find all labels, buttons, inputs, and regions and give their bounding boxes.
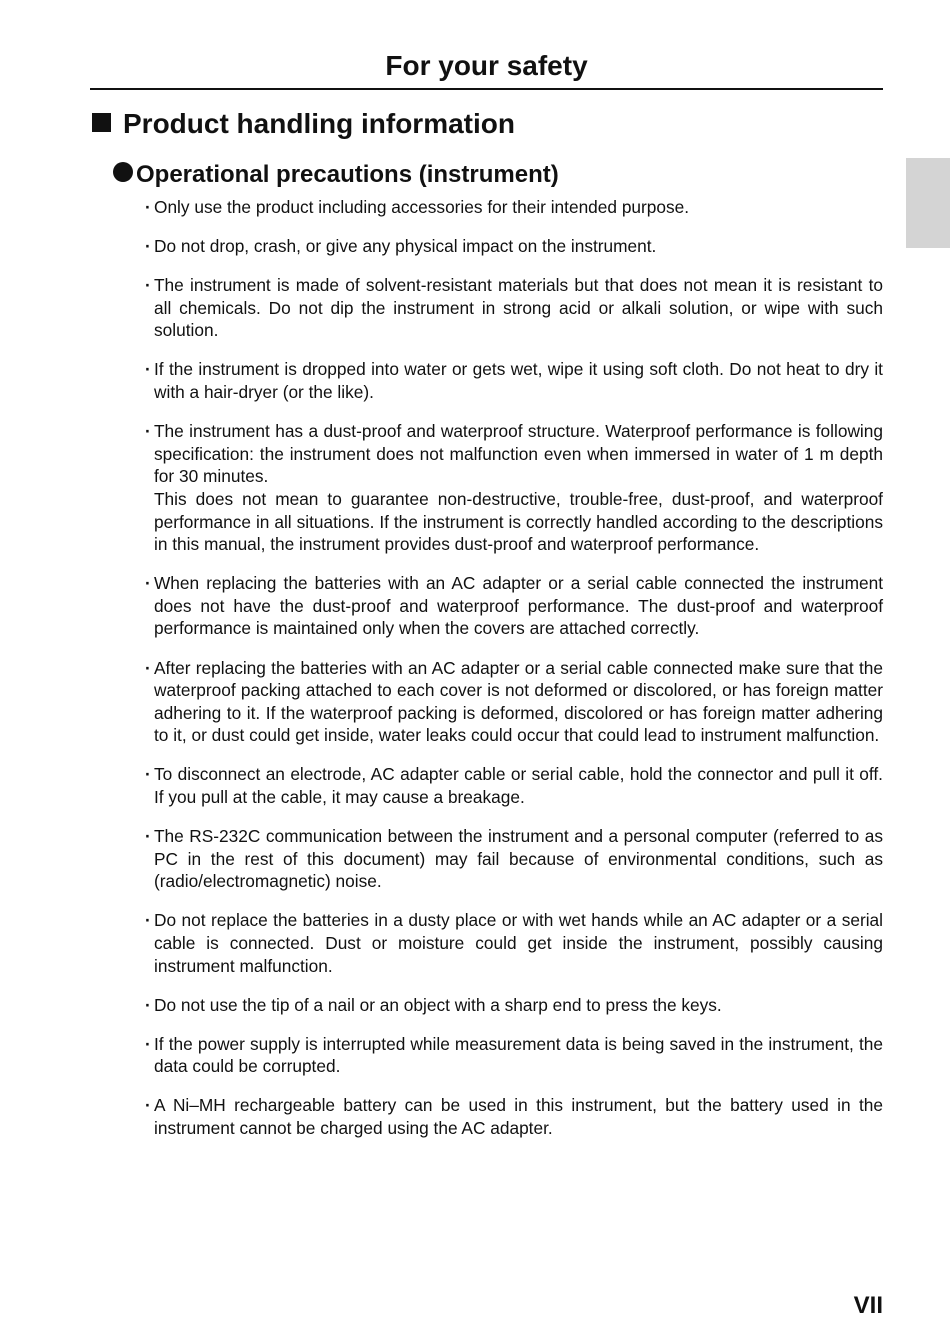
bullet-dot-icon: ·	[145, 826, 151, 847]
precaution-item	[145, 196, 883, 219]
precaution-text: A Ni–MH rechargeable battery can be used in this instrument, but the battery used in the instrument cannot be charged using the AC adapter.	[154, 1095, 883, 1138]
precaution-text: If the power supply is interrupted while measurement data is being saved in the instrument, the data could be corrupted.	[154, 1033, 883, 1077]
precaution-text: To disconnect an electrode, AC adapter cable or serial cable, hold the connector and pull it off. If you pull at the cable, it may cause a breakage.	[154, 764, 883, 807]
precaution-item	[145, 994, 883, 1017]
precaution-text: Only use the product including accessories for their intended purpose.	[154, 197, 690, 217]
precaution-item	[145, 657, 883, 747]
precaution-item	[145, 358, 883, 403]
bullet-dot-icon: ·	[145, 994, 151, 1015]
bullet-dot-icon: ·	[145, 764, 151, 785]
bullet-dot-icon: ·	[145, 910, 151, 931]
precaution-text: Do not use the tip of a nail or an object with a sharp end to press the keys.	[154, 994, 722, 1015]
bullet-dot-icon: ·	[145, 275, 151, 296]
bullet-dot-icon: ·	[145, 421, 151, 442]
precautions-list	[145, 196, 883, 1156]
section-heading	[92, 104, 515, 144]
precaution-text: The instrument is made of solvent-resistant materials but that does not mean it is resistant to all chemicals. Do not dip the instrument in strong acid or alkali solution, or wipe with such solution.	[154, 275, 883, 341]
bullet-dot-icon: ·	[145, 236, 151, 257]
section-heading-text: Product handling information	[123, 108, 515, 139]
precaution-text: Do not drop, crash, or give any physical impact on the instrument.	[154, 236, 657, 257]
black-square-icon	[92, 113, 111, 132]
subsection-heading	[113, 158, 559, 192]
page-number: VII	[853, 1292, 883, 1319]
bullet-dot-icon: ·	[145, 573, 151, 594]
bullet-dot-icon: ·	[145, 359, 151, 380]
chapter-side-tab	[906, 158, 950, 248]
precaution-text: Do not replace the batteries in a dusty place or with wet hands while an AC adapter or a serial cable is connected. Dust or moisture could get inside the instrument, possibly causing instrument malfunction.	[154, 910, 883, 976]
bullet-dot-icon: ·	[145, 1095, 151, 1116]
precaution-text-continued: This does not mean to guarantee non-destructive, trouble-free, dust-proof, and waterproof performance in all situations. If the instrument is correctly handled according to the descriptions in this manual, the instrument provides dust-proof and waterproof performance.	[154, 488, 883, 555]
bullet-dot-icon: ·	[145, 1033, 151, 1054]
bullet-dot-icon: ·	[145, 657, 151, 678]
precaution-item	[145, 1094, 883, 1139]
precaution-text: After replacing the batteries with an AC adapter or a serial cable connected make sure that the waterproof packing attached to each cover is not deformed or discolored, or has foreign matter adhering to it. If the waterproof packing is deformed, discolored or has foreign matter adhering to it, or dust could get inside, water leaks could occur that could lead to instrument malfunction.	[154, 657, 883, 746]
precaution-text: The instrument has a dust-proof and waterproof structure. Waterproof performance is following specification: the instrument does not malfunction even when immersed in water of 1 m depth for 30 minutes.	[154, 421, 883, 487]
precaution-item	[145, 825, 883, 893]
precaution-item	[145, 235, 883, 258]
precaution-item	[145, 909, 883, 977]
bullet-dot-icon: ·	[145, 197, 151, 217]
precaution-item	[145, 1033, 883, 1078]
precaution-item	[145, 420, 883, 556]
black-circle-icon	[113, 162, 133, 182]
header-divider	[90, 88, 883, 90]
precaution-text: When replacing the batteries with an AC adapter or a serial cable connected the instrument does not have the dust-proof and waterproof performance. The dust-proof and waterproof performance is maintained only when the covers are attached correctly.	[154, 573, 883, 639]
page-header-title: For your safety	[385, 50, 588, 81]
precaution-item	[145, 763, 883, 808]
subsection-heading-text: Operational precautions (instrument)	[136, 161, 559, 188]
precaution-text: The RS-232C communication between the instrument and a personal computer (referred to as PC in the rest of this document) may fail because of environmental conditions, such as (radio/electromagnetic) noise.	[154, 826, 883, 892]
precaution-text: If the instrument is dropped into water or gets wet, wipe it using soft cloth. Do not heat to dry it with a hair-dryer (or the like).	[154, 359, 883, 403]
precaution-item	[145, 274, 883, 342]
precaution-item	[145, 572, 883, 640]
